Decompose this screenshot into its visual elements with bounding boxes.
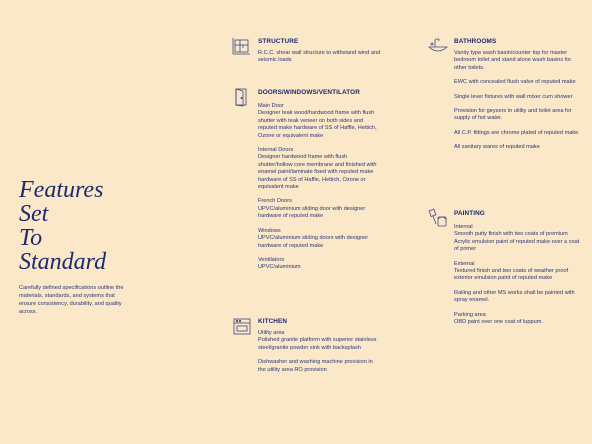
list-item: Main Door Designer teak wood/hardwood frame with flush shutter with teak veneer on both sides and reputed make hardware of SS of Haffle, Hettich, Ozone or equivalent make [258, 103, 377, 139]
list-item: Dishwasher and washing machine provision in the utility area RO provision [258, 359, 373, 373]
intro-block [19, 178, 129, 316]
section-bathrooms [428, 36, 580, 152]
list-item: R.C.C. shear wall structure to withstand wind and seismic loads [258, 50, 381, 64]
bathrooms-title: BATHROOMS [454, 38, 497, 45]
list-item: Parking area OBD paint over one coat of luppum. [454, 311, 543, 326]
kitchen-title: KITCHEN [258, 318, 288, 325]
list-item: EWC with concealed flush valve of reputed make [454, 79, 576, 86]
paint-brush-icon [428, 208, 448, 228]
page-title [19, 178, 129, 274]
title-line-2: To Standard [19, 225, 107, 275]
section-painting [428, 208, 580, 326]
list-item: Railing and other MS works shall be painted with spray enamel. [454, 289, 575, 304]
door-icon [232, 87, 252, 107]
stove-icon [232, 316, 252, 336]
list-item: External Textured finish and two coats of weather proof exterior emulsion paint of reputed make [454, 260, 569, 282]
wash-basin-icon [428, 36, 448, 56]
list-item: Ventilators UPVC/aluminium [258, 256, 301, 271]
section-structure [232, 36, 392, 65]
list-item: Vanity type wash basin/counter top for master bedroom toilet and stand alone wash basins for other toilets. [454, 50, 572, 71]
list-item: All C.P. fittings are chrome plated of reputed make [454, 129, 579, 136]
section-doors-windows [232, 87, 382, 272]
list-item: Utility area Polished granite platform with superior stainless steel/granite powder sink with backsplash [258, 330, 377, 351]
list-item: Windows UPVC/aluminium sliding doors with designer hardware of reputed make [258, 227, 369, 249]
intro-description: Carefully defined specifications outline the materials, standards, and systems that ensure consistency, durability, and quality across. [19, 285, 124, 315]
list-item: Internal Doors Designer hardwood frame with flush shutter/hollow core membrane and finished with enamel paint/laminate fixed with reputed make hardware of SS of Haffle, Hettich, Ozone or equivalent make [258, 147, 377, 191]
painting-title: PAINTING [454, 210, 485, 217]
blueprint-icon [232, 36, 252, 56]
list-item: Internal Smooth putty finish with two coats of premium Acrylic emulsion paint of reputed make over a coat of primer [454, 224, 580, 253]
section-kitchen [232, 316, 382, 374]
list-item: French Doors UPVC/aluminium sliding door with designer hardware of reputed make [258, 198, 366, 220]
list-item: Single lever fixtures with wall mixer cum shower [454, 93, 573, 100]
list-item: Provision for geysers in utility and toilet area for supply of hot water. [454, 108, 572, 122]
list-item: All sanitary wares of reputed make [454, 144, 540, 151]
structure-title: STRUCTURE [258, 38, 299, 45]
doors-title: DOORS/WINDOWS/VENTILATOR [258, 89, 360, 96]
title-line-1: Features Set [19, 177, 104, 227]
